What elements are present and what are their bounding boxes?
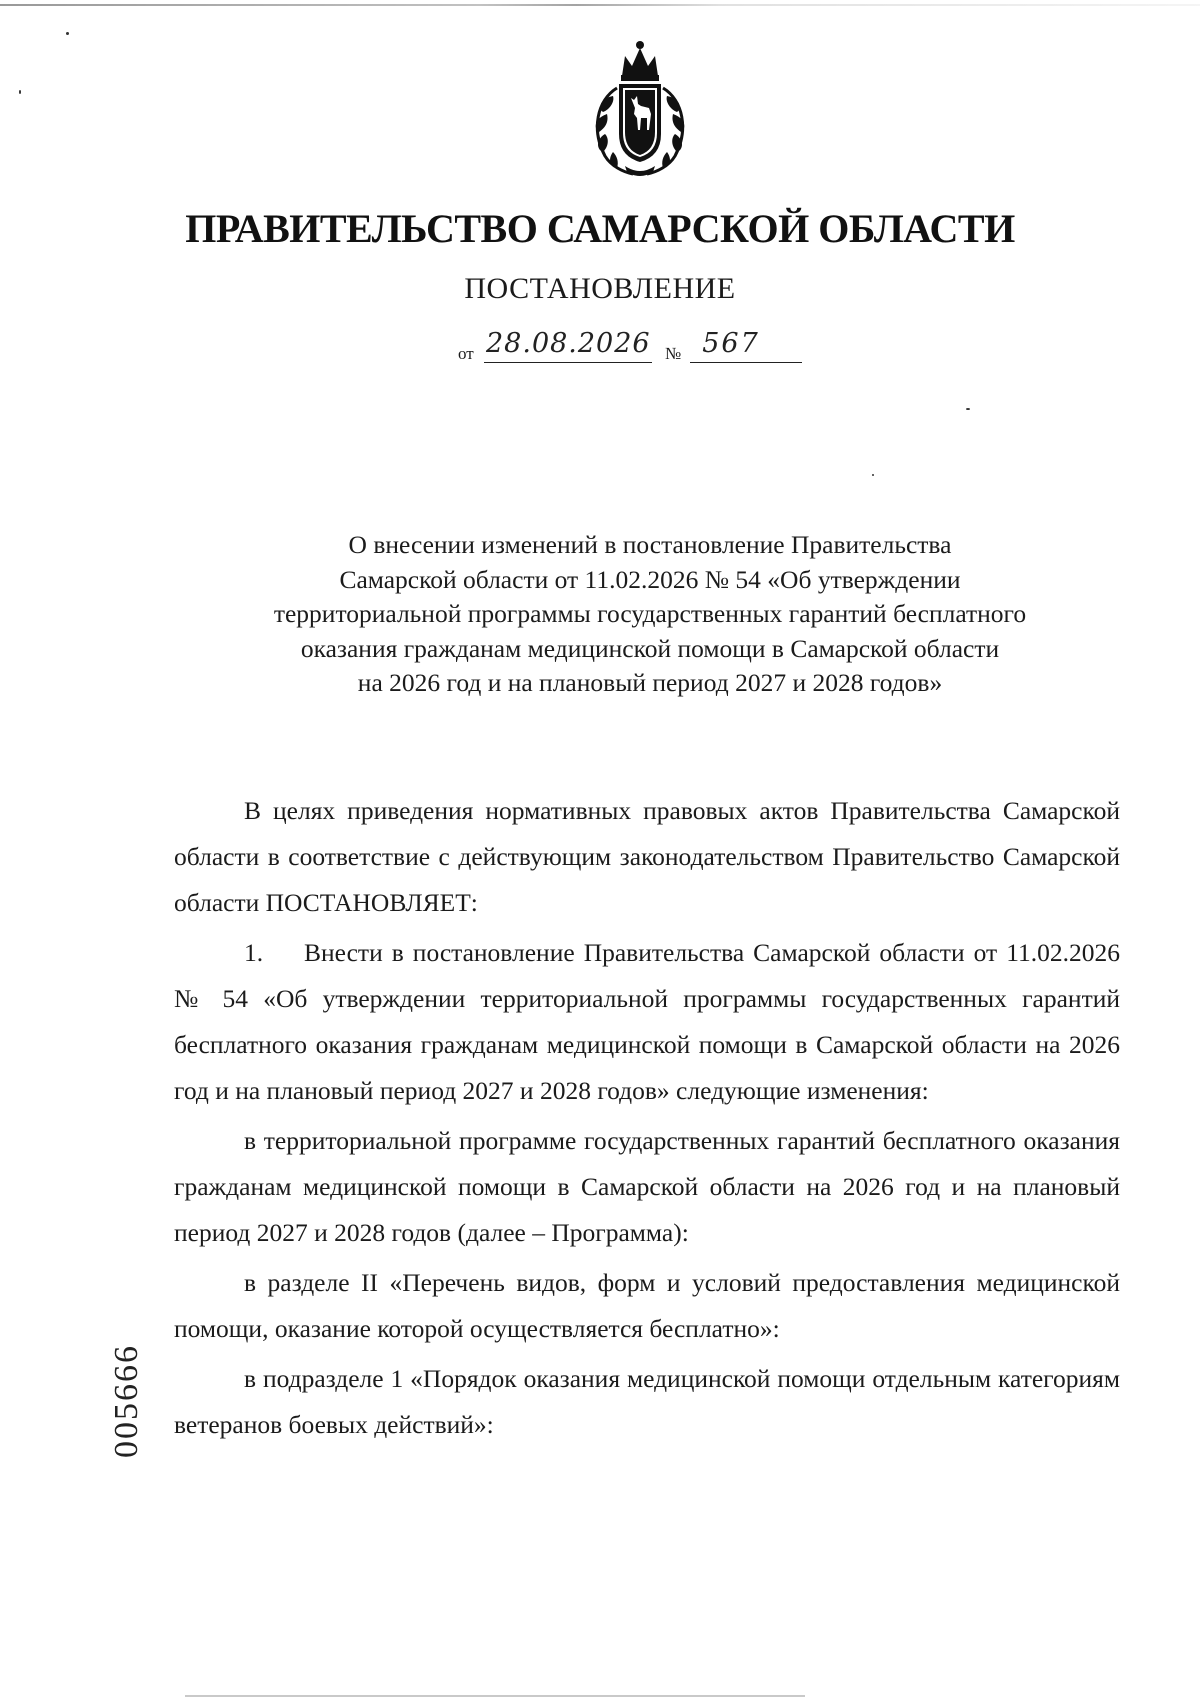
- subject-line: оказания гражданам медицинской помощи в Самарской области: [300, 633, 1000, 663]
- document-type: ПОСТАНОВЛЕНИЕ: [464, 272, 736, 305]
- body-paragraph: в разделе II «Перечень видов, форм и условий предоставления медицинской помощи, оказание которой осуществляется бесплатно»:: [174, 1268, 1120, 1343]
- subject-line: на 2026 год и на плановый период 2027 и 2028 годов»: [357, 668, 943, 697]
- scan-speck: [19, 90, 21, 94]
- subject-line: О внесении изменений в постановление Правительства: [348, 530, 952, 559]
- number-label: №: [665, 344, 682, 363]
- handwritten-date: 28.08.2026: [486, 328, 651, 359]
- date-underline: [484, 362, 652, 363]
- item-text: Внести в постановление Правительства Самарской области от 11.02.2026 № 54 «Об утверждении территориальной программы государственных гарантий бесплатного оказания гражданам медицинской помощи в Самарской области на 2026 год и на плановый период 2027 и 2028 годов» следующие изменения:: [174, 938, 1120, 1105]
- resolution-body: [174, 788, 1120, 1452]
- organization-title: ПРАВИТЕЛЬСТВО САМАРСКОЙ ОБЛАСТИ: [185, 206, 1015, 251]
- scan-speck: [966, 408, 970, 410]
- scan-edge-bottom: [185, 1695, 805, 1697]
- body-paragraph: в территориальной программе государственных гарантий бесплатного оказания гражданам медицинской помощи в Самарской области на 2026 год и на плановый период 2027 и 2028 годов (далее – Программа):: [174, 1126, 1120, 1247]
- resolution-subject: [170, 528, 1130, 701]
- samara-coat-of-arms-icon: [585, 38, 695, 178]
- item-number: 1.: [244, 938, 264, 967]
- scan-speck: [66, 32, 69, 35]
- body-paragraph-numbered: [174, 930, 1120, 1114]
- date-label: от: [458, 344, 474, 363]
- body-paragraph: в подразделе 1 «Порядок оказания медицинской помощи отдельным категориям ветеранов боевых действий»:: [174, 1364, 1120, 1439]
- scan-speck: [872, 474, 874, 476]
- date-number-line: [458, 330, 858, 370]
- body-paragraph: В целях приведения нормативных правовых актов Правительства Самарской области в соответствие с действующим законодательством Правительство Самарской области ПОСТАНОВЛЯЕТ:: [174, 796, 1120, 917]
- margin-serial-number: 005666: [108, 1344, 145, 1458]
- number-underline: [690, 362, 802, 363]
- subject-line: Самарской области от 11.02.2026 № 54 «Об утверждении: [339, 564, 961, 594]
- handwritten-number: 567: [702, 328, 760, 359]
- scan-edge-top: [0, 4, 1200, 6]
- subject-line: территориальной программы государственных гарантий бесплатного: [273, 599, 1027, 628]
